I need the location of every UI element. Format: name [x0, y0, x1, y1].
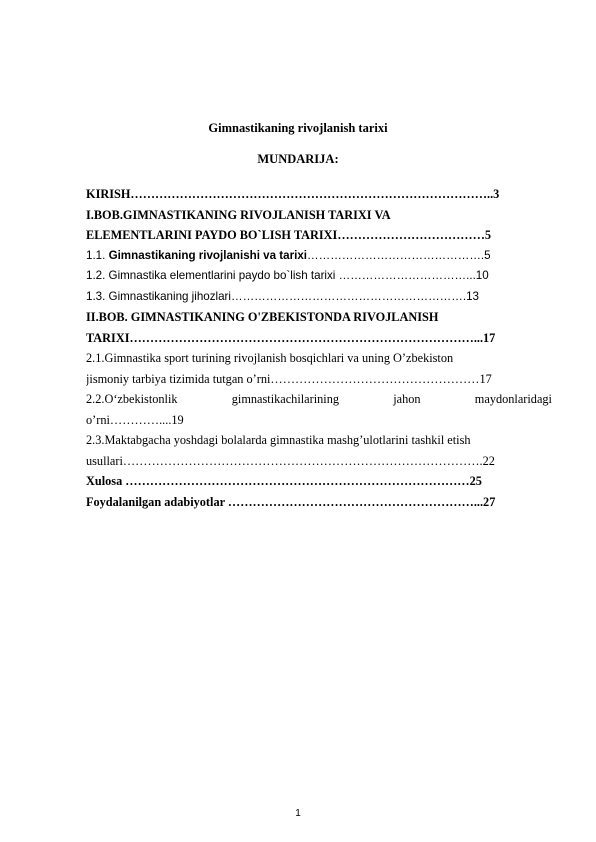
page-number: 1 [295, 808, 301, 819]
toc-entry-2-2-word: 2.2.O‘zbekistonlik [86, 392, 178, 406]
toc-entry-chapter-1[interactable]: I.BOB.GIMNASTIKANING RIVOJLANISH TARIXI VA [86, 207, 391, 222]
toc-entry-1-1-leader: ……………………………………….5 [307, 248, 491, 262]
toc-entry-2-2-word: maydonlaridagi [474, 392, 552, 406]
toc-entry-xulosa[interactable]: Xulosa …………………………………………………………………………25 [86, 474, 482, 488]
toc-entry-1-1[interactable] [86, 246, 552, 267]
toc-entry-adabiyotlar[interactable]: Foydalanilgan adabiyotlar ……………………………………………………...27 [86, 494, 496, 509]
document-title: Gimnastikaning rivojlanish tarixi [208, 121, 388, 135]
toc-entry-2-3[interactable]: 2.3.Maktabgacha yoshdagi bolalarda gimnastika mashg’ulotlarini tashkil etish [86, 433, 471, 447]
toc-entry-2-1[interactable]: 2.1.Gimnastika sport turining rivojlanish bosqichlari va uning O’zbekiston [86, 351, 454, 365]
toc-entry-2-2[interactable] [86, 389, 552, 410]
toc-entry-1-1-number: 1.1. [86, 248, 109, 262]
toc-entry-1-3[interactable]: 1.3. Gimnastikaning jihozlari…………………………………………………….13 [86, 289, 479, 303]
toc-entry-2-2-word: gimnastikachilarining [231, 392, 339, 406]
toc-entry-kirish[interactable]: KIRISH……………………………………………………………………………..3 [86, 187, 500, 201]
table-of-contents [86, 184, 552, 512]
toc-entry-2-1-cont[interactable]: jismoniy tarbiya tizimida tutgan o’rni……………………………………………17 [86, 371, 492, 386]
toc-entry-1-2[interactable]: 1.2. Gimnastika elementlarini paydo bo`lish tarixi ……………………………...10 [86, 269, 489, 282]
toc-entry-chapter-2[interactable]: II.BOB. GIMNASTIKANING O'ZBEKISTONDA RIVOJLANISH [86, 310, 439, 324]
toc-entry-chapter-1-cont[interactable]: ELEMENTLARINI PAYDO BO`LISH TARIXI………………………………5 [86, 228, 492, 242]
toc-entry-1-1-title: Gimnastikaning rivojlanishi va tarixi [108, 248, 308, 262]
toc-entry-2-3-cont[interactable]: usullari…………………………………………………………………………….22 [86, 453, 495, 468]
toc-heading: MUNDARIJA: [257, 152, 339, 166]
toc-entry-2-2-cont[interactable]: o’rni…………....19 [86, 412, 184, 427]
toc-entry-2-2-word: jahon [393, 392, 421, 406]
toc-entry-chapter-2-cont[interactable]: TARIXI…………………………………………………………………………...17 [86, 330, 496, 345]
